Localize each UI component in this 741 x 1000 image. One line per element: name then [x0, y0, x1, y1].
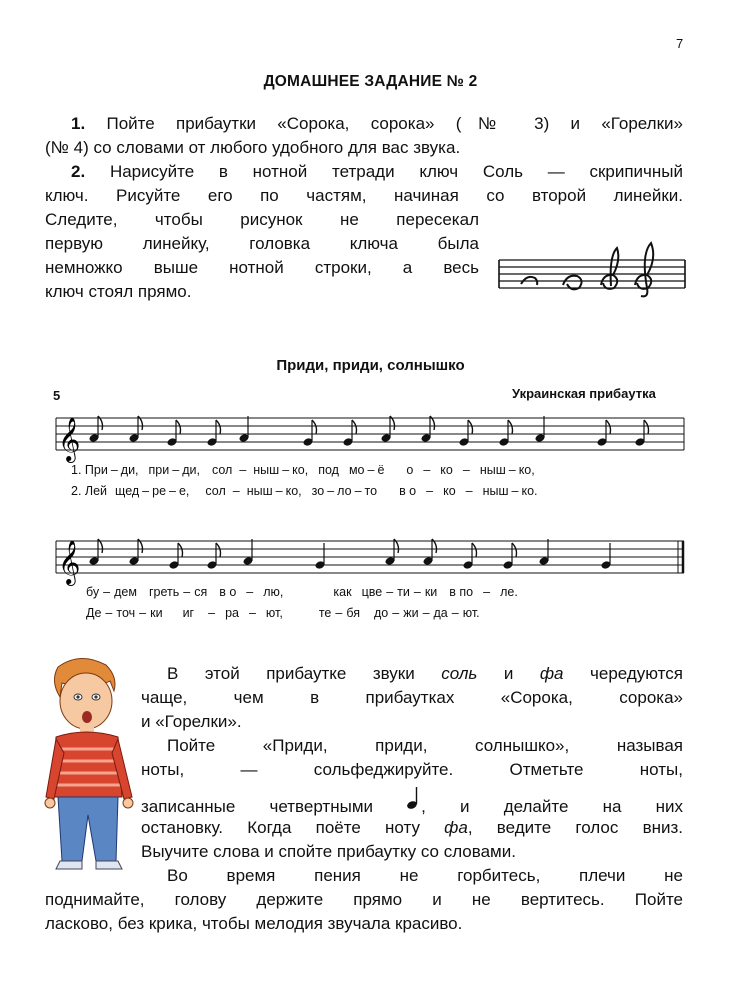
eighth-note	[207, 543, 221, 570]
lyric-syllable: ко	[443, 484, 456, 498]
lyric-syllable: иг	[182, 606, 195, 620]
eighth-note	[207, 420, 221, 447]
lyric-syllable: ныш	[479, 463, 506, 477]
lyric-syllable: греть	[148, 585, 180, 599]
lyric-syllable: ё	[377, 463, 385, 477]
eighth-note	[89, 416, 103, 443]
lyric-syllable: сол	[205, 484, 226, 498]
eighth-note	[385, 539, 399, 566]
lyric-syllable: –	[483, 585, 491, 599]
lyric-syllable: –	[422, 606, 430, 620]
lyric-syllable: ти	[397, 585, 410, 599]
lyric-syllable: бя	[346, 606, 360, 620]
task2-line3: Следите, чтобы рисунок не пересекал	[45, 210, 479, 229]
clef-step-2	[563, 276, 582, 290]
eighth-note	[503, 543, 517, 570]
lyric-syllable: ра	[225, 606, 239, 620]
lyric-syllable: ко,	[518, 463, 535, 477]
lyric-syllable: ди,	[182, 463, 200, 477]
lyrics-row1-verse2	[71, 484, 548, 498]
text-p1-line1: В этой прибаутке звуки соль и фа чередуются	[167, 664, 683, 683]
lyric-syllable: ко.	[521, 484, 538, 498]
lyric-syllable: при	[148, 463, 170, 477]
lyric-syllable: –	[105, 606, 113, 620]
music-staff-row2	[56, 533, 688, 585]
lyric-syllable: ко	[440, 463, 453, 477]
lyric-syllable: –	[248, 606, 256, 620]
lyric-syllable: 1. При	[71, 463, 108, 477]
quarter-note	[535, 416, 546, 443]
lyric-syllable: ре	[152, 484, 167, 498]
lyric-syllable: –	[386, 585, 394, 599]
lyric-syllable: ки	[424, 585, 438, 599]
lyric-syllable: –	[413, 585, 421, 599]
lyric-syllable: ныш	[253, 463, 280, 477]
text-p3-line2: поднимайте, голову держите прямо и не вертитесь. Пойте	[45, 890, 683, 909]
task1-line1: 1. Пойте прибаутки «Сорока, сорока» (№ 3) и «Горелки»	[71, 114, 683, 133]
text-p2-line2: ноты, — сольфеджируйте. Отметьте ноты,	[141, 760, 683, 779]
quarter-note-icon	[407, 792, 421, 814]
lyric-syllable: –	[282, 463, 290, 477]
lyric-syllable: да	[433, 606, 448, 620]
lyric-syllable: ют,	[265, 606, 283, 620]
quarter-note	[601, 543, 612, 570]
task2-line4: первую линейку, головка ключа была	[45, 234, 479, 253]
lyric-syllable: –	[423, 463, 431, 477]
lyric-syllable: –	[367, 463, 375, 477]
lyric-syllable: ло	[337, 484, 352, 498]
lyric-syllable: ныш	[482, 484, 509, 498]
lyric-syllable: ко,	[292, 463, 309, 477]
eighth-note	[169, 543, 183, 570]
treble-clef-icon: 𝄞	[58, 417, 81, 461]
task1-line2: (№ 4) со словами от любого удобного для вас звука.	[45, 138, 461, 157]
song-title: Приди, приди, солнышко	[276, 357, 465, 374]
lyric-syllable: –	[275, 484, 283, 498]
lyric-syllable: –	[392, 606, 400, 620]
text-p1-line2: чаще, чем в прибаутках «Сорока, сорока»	[141, 688, 683, 707]
lyric-syllable: –	[172, 463, 180, 477]
lyric-syllable: о	[406, 463, 414, 477]
eighth-note	[635, 420, 649, 447]
lyric-syllable: –	[462, 463, 470, 477]
lyric-syllable: –	[169, 484, 176, 498]
lyric-syllable: под	[318, 463, 339, 477]
eighth-note	[421, 416, 435, 443]
lyric-syllable: –	[451, 606, 459, 620]
text-p3-line1: Во время пения не горбитесь, плечи не	[167, 866, 683, 885]
quarter-note	[539, 539, 550, 566]
task2-line5: немножко выше нотной строки, а весь	[45, 258, 479, 277]
eighth-note	[167, 420, 181, 447]
lyric-syllable: жи	[403, 606, 419, 620]
lyric-syllable: –	[246, 585, 254, 599]
lyrics-row1-verse1	[71, 463, 545, 477]
lyrics-row2-verse1	[86, 585, 528, 599]
lyric-syllable: –	[465, 484, 473, 498]
text-p1-line3: и «Горелки».	[141, 712, 242, 731]
text-p3-line3: ласково, без крика, чтобы мелодия звучала красиво.	[45, 914, 463, 933]
clef-step-3	[601, 248, 618, 289]
lyric-syllable: дем	[114, 585, 137, 599]
quarter-note	[315, 543, 326, 570]
task2-line2: ключ. Рисуйте его по частям, начиная со второй линейки.	[45, 186, 683, 205]
lyric-syllable: Де	[86, 606, 102, 620]
lyric-syllable: как	[333, 585, 352, 599]
lyric-syllable: –	[142, 484, 150, 498]
music-staff-row1	[56, 410, 688, 462]
lyric-syllable: –	[511, 484, 519, 498]
lyric-syllable: те	[318, 606, 332, 620]
singing-boy-illustration	[40, 657, 140, 872]
page-heading: ДОМАШНЕЕ ЗАДАНИЕ № 2	[263, 73, 478, 90]
eighth-note	[343, 420, 357, 447]
song-number: 5	[53, 388, 61, 403]
lyric-syllable: –	[335, 606, 343, 620]
eighth-note	[499, 420, 513, 447]
quarter-note	[239, 416, 250, 443]
lyric-syllable: –	[103, 585, 111, 599]
lyric-syllable: –	[354, 484, 362, 498]
lyric-syllable: в о	[399, 484, 417, 498]
text-p2-line4: остановку. Когда поёте ноту фа, ведите голос вниз.	[141, 818, 684, 837]
lyric-syllable: ся	[194, 585, 208, 599]
lyric-syllable: точ	[116, 606, 136, 620]
lyric-syllable: зо	[311, 484, 325, 498]
lyrics-row2-verse2	[86, 606, 490, 620]
lyric-syllable: –	[139, 606, 147, 620]
clef-drawing-steps-staff	[497, 238, 687, 300]
eighth-note	[89, 539, 103, 566]
song-subtitle: Украинская прибаутка	[512, 386, 656, 401]
text-p2-line5: Выучите слова и спойте прибаутку со словами.	[141, 842, 516, 861]
lyric-syllable: –	[508, 463, 516, 477]
lyric-syllable: сол	[211, 463, 233, 477]
lyric-syllable: щед	[115, 484, 140, 498]
lyric-syllable: бу	[86, 585, 100, 599]
eighth-note	[463, 543, 477, 570]
text-p2-line1: Пойте «Приди, приди, солнышко», называя	[167, 736, 683, 755]
task2-line6: ключ стоял прямо.	[45, 282, 192, 301]
lyric-syllable: ди,	[120, 463, 139, 477]
lyric-syllable: –	[232, 484, 240, 498]
lyric-syllable: мо	[348, 463, 365, 477]
lyric-syllable: до	[374, 606, 389, 620]
text-p2-line3: записанные четвертными , и делайте на них	[141, 792, 683, 817]
lyric-syllable: ныш	[246, 484, 273, 498]
eighth-note	[129, 539, 143, 566]
lyric-syllable: –	[426, 484, 434, 498]
lyric-syllable: ки	[150, 606, 163, 620]
task2-line1: 2. Нарисуйте в нотной тетради ключ Соль — скрипичный	[71, 162, 683, 181]
lyric-syllable: –	[183, 585, 191, 599]
lyric-syllable: то	[364, 484, 378, 498]
lyric-syllable: –	[208, 606, 216, 620]
lyric-syllable: –	[110, 463, 118, 477]
eighth-note	[459, 420, 473, 447]
lyric-syllable: ко,	[285, 484, 302, 498]
eighth-note	[303, 420, 317, 447]
lyric-syllable: –	[239, 463, 247, 477]
lyric-syllable: цве	[361, 585, 383, 599]
quarter-note	[243, 539, 254, 566]
lyric-syllable: ют.	[462, 606, 480, 620]
treble-clef-icon: 𝄞	[58, 540, 81, 584]
eighth-note	[423, 539, 437, 566]
lyric-syllable: ле.	[500, 585, 518, 599]
lyric-syllable: 2. Лей	[71, 484, 108, 498]
lyric-syllable: е,	[178, 484, 190, 498]
lyric-syllable: –	[327, 484, 335, 498]
lyric-syllable: в по	[449, 585, 474, 599]
lyric-syllable: в о	[219, 585, 237, 599]
lyric-syllable: лю,	[263, 585, 284, 599]
eighth-note	[597, 420, 611, 447]
eighth-note	[381, 416, 395, 443]
eighth-note	[129, 416, 143, 443]
page-number: 7	[676, 36, 684, 51]
